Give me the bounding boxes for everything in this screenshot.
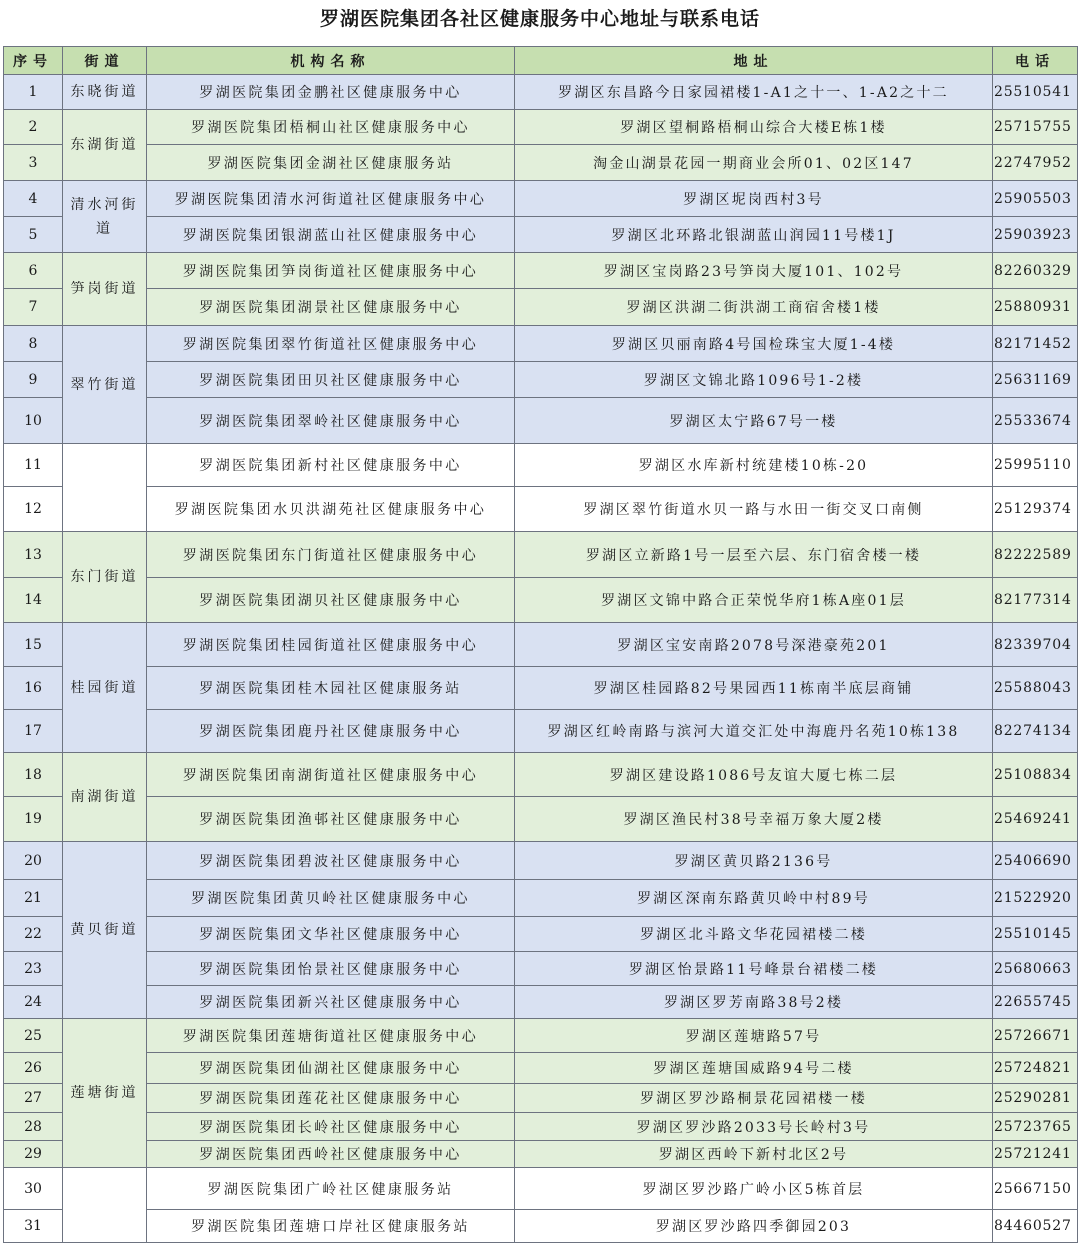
phone-cell: 25533674 bbox=[993, 398, 1078, 444]
row-number: 26 bbox=[4, 1053, 63, 1084]
address-cell: 罗湖区北斗路文华花园裙楼二楼 bbox=[515, 917, 993, 952]
phone-cell: 25108834 bbox=[993, 753, 1078, 797]
org-name-cell: 罗湖医院集团桂木园社区健康服务站 bbox=[147, 667, 515, 710]
org-name-cell: 罗湖医院集团笋岗街道社区健康服务中心 bbox=[147, 253, 515, 289]
address-cell: 罗湖区罗沙路桐景花园裙楼一楼 bbox=[515, 1084, 993, 1113]
row-number: 28 bbox=[4, 1113, 63, 1141]
street-cell: 东湖街道 bbox=[63, 110, 147, 181]
org-name-cell: 罗湖医院集团桂园街道社区健康服务中心 bbox=[147, 623, 515, 667]
phone-cell: 82222589 bbox=[993, 532, 1078, 578]
org-name-cell: 罗湖医院集团湖贝社区健康服务中心 bbox=[147, 578, 515, 623]
address-cell: 罗湖区罗沙路广岭小区5栋首层 bbox=[515, 1168, 993, 1210]
address-cell: 罗湖区罗芳南路38号2楼 bbox=[515, 986, 993, 1019]
address-cell: 罗湖区洪湖二街洪湖工商宿舍楼1楼 bbox=[515, 289, 993, 326]
phone-cell: 25631169 bbox=[993, 362, 1078, 398]
phone-cell: 25667150 bbox=[993, 1168, 1078, 1210]
org-name-cell: 罗湖医院集团怡景社区健康服务中心 bbox=[147, 952, 515, 986]
street-cell: 莲塘街道 bbox=[63, 1019, 147, 1168]
address-cell: 罗湖区桂园路82号果园西11栋南半底层商铺 bbox=[515, 667, 993, 710]
table-row bbox=[4, 217, 1078, 253]
org-name-cell: 罗湖医院集团黄贝岭社区健康服务中心 bbox=[147, 880, 515, 917]
address-cell: 罗湖区罗沙路四季御园203 bbox=[515, 1210, 993, 1243]
address-cell: 罗湖区西岭下新村北区2号 bbox=[515, 1141, 993, 1168]
address-cell: 罗湖区坭岗西村3号 bbox=[515, 181, 993, 217]
street-cell: 桂园街道 bbox=[63, 623, 147, 753]
address-cell: 罗湖区深南东路黄贝岭中村89号 bbox=[515, 880, 993, 917]
street-cell bbox=[63, 1168, 147, 1243]
org-name-cell: 罗湖医院集团水贝洪湖苑社区健康服务中心 bbox=[147, 487, 515, 532]
row-number: 24 bbox=[4, 986, 63, 1019]
phone-cell: 25588043 bbox=[993, 667, 1078, 710]
table-row bbox=[4, 710, 1078, 753]
table-row bbox=[4, 181, 1078, 217]
row-number: 11 bbox=[4, 444, 63, 487]
table-row bbox=[4, 1084, 1078, 1113]
table-row bbox=[4, 952, 1078, 986]
table-row bbox=[4, 444, 1078, 487]
org-name-cell: 罗湖医院集团金湖社区健康服务站 bbox=[147, 145, 515, 181]
address-cell: 罗湖区建设路1086号友谊大厦七栋二层 bbox=[515, 753, 993, 797]
row-number: 6 bbox=[4, 253, 63, 289]
org-name-cell: 罗湖医院集团金鹏社区健康服务中心 bbox=[147, 75, 515, 110]
row-number: 2 bbox=[4, 110, 63, 145]
header-street: 街道 bbox=[63, 47, 147, 75]
row-number: 12 bbox=[4, 487, 63, 532]
table-row bbox=[4, 289, 1078, 326]
phone-cell: 82177314 bbox=[993, 578, 1078, 623]
row-number: 22 bbox=[4, 917, 63, 952]
health-center-table bbox=[3, 46, 1078, 1243]
address-cell: 罗湖区东昌路今日家园裙楼1-A1之十一、1-A2之十二 bbox=[515, 75, 993, 110]
address-cell: 罗湖区红岭南路与滨河大道交汇处中海鹿丹名苑10栋138 bbox=[515, 710, 993, 753]
phone-cell: 25905503 bbox=[993, 181, 1078, 217]
row-number: 9 bbox=[4, 362, 63, 398]
table-row bbox=[4, 1053, 1078, 1084]
address-cell: 罗湖区太宁路67号一楼 bbox=[515, 398, 993, 444]
table-row bbox=[4, 326, 1078, 362]
org-name-cell: 罗湖医院集团东门街道社区健康服务中心 bbox=[147, 532, 515, 578]
table-body bbox=[4, 75, 1078, 1243]
org-name-cell: 罗湖医院集团新兴社区健康服务中心 bbox=[147, 986, 515, 1019]
table-row bbox=[4, 487, 1078, 532]
table-row bbox=[4, 578, 1078, 623]
row-number: 4 bbox=[4, 181, 63, 217]
phone-cell: 25680663 bbox=[993, 952, 1078, 986]
phone-cell: 82171452 bbox=[993, 326, 1078, 362]
address-cell: 罗湖区北环路北银湖蓝山润园11号楼1J bbox=[515, 217, 993, 253]
org-name-cell: 罗湖医院集团西岭社区健康服务中心 bbox=[147, 1141, 515, 1168]
header-org: 机构名称 bbox=[147, 47, 515, 75]
phone-cell: 25723765 bbox=[993, 1113, 1078, 1141]
row-number: 27 bbox=[4, 1084, 63, 1113]
row-number: 5 bbox=[4, 217, 63, 253]
address-cell: 罗湖区宝安南路2078号深港豪苑201 bbox=[515, 623, 993, 667]
org-name-cell: 罗湖医院集团渔邨社区健康服务中心 bbox=[147, 797, 515, 842]
page-title: 罗湖医院集团各社区健康服务中心地址与联系电话 bbox=[319, 8, 760, 30]
table-row bbox=[4, 667, 1078, 710]
address-cell: 罗湖区望桐路梧桐山综合大楼E栋1楼 bbox=[515, 110, 993, 145]
row-number: 20 bbox=[4, 842, 63, 880]
org-name-cell: 罗湖医院集团莲塘口岸社区健康服务站 bbox=[147, 1210, 515, 1243]
table-row bbox=[4, 880, 1078, 917]
phone-cell: 22655745 bbox=[993, 986, 1078, 1019]
address-cell: 罗湖区怡景路11号峰景台裙楼二楼 bbox=[515, 952, 993, 986]
address-cell: 罗湖区宝岗路23号笋岗大厦101、102号 bbox=[515, 253, 993, 289]
street-cell bbox=[63, 444, 147, 532]
org-name-cell: 罗湖医院集团广岭社区健康服务站 bbox=[147, 1168, 515, 1210]
phone-cell: 25510541 bbox=[993, 75, 1078, 110]
street-cell: 清水河街道 bbox=[63, 181, 147, 253]
org-name-cell: 罗湖医院集团文华社区健康服务中心 bbox=[147, 917, 515, 952]
table-row bbox=[4, 797, 1078, 842]
table-row bbox=[4, 362, 1078, 398]
row-number: 16 bbox=[4, 667, 63, 710]
table-row bbox=[4, 1210, 1078, 1243]
phone-cell: 82274134 bbox=[993, 710, 1078, 753]
street-cell: 翠竹街道 bbox=[63, 326, 147, 444]
phone-cell: 25726671 bbox=[993, 1019, 1078, 1053]
phone-cell: 25469241 bbox=[993, 797, 1078, 842]
address-cell: 淘金山湖景花园一期商业会所01、02区147 bbox=[515, 145, 993, 181]
phone-cell: 21522920 bbox=[993, 880, 1078, 917]
phone-cell: 25880931 bbox=[993, 289, 1078, 326]
address-cell: 罗湖区渔民村38号幸福万象大厦2楼 bbox=[515, 797, 993, 842]
row-number: 19 bbox=[4, 797, 63, 842]
address-cell: 罗湖区莲塘国威路94号二楼 bbox=[515, 1053, 993, 1084]
address-cell: 罗湖区文锦中路合正荣悦华府1栋A座01层 bbox=[515, 578, 993, 623]
header-row bbox=[4, 47, 1078, 75]
phone-cell: 25903923 bbox=[993, 217, 1078, 253]
header-phone: 电话 bbox=[993, 47, 1078, 75]
address-cell: 罗湖区莲塘路57号 bbox=[515, 1019, 993, 1053]
street-cell: 东晓街道 bbox=[63, 75, 147, 110]
table-row bbox=[4, 1168, 1078, 1210]
phone-cell: 84460527 bbox=[993, 1210, 1078, 1243]
org-name-cell: 罗湖医院集团梧桐山社区健康服务中心 bbox=[147, 110, 515, 145]
address-cell: 罗湖区黄贝路2136号 bbox=[515, 842, 993, 880]
org-name-cell: 罗湖医院集团新村社区健康服务中心 bbox=[147, 444, 515, 487]
phone-cell: 82260329 bbox=[993, 253, 1078, 289]
org-name-cell: 罗湖医院集团碧波社区健康服务中心 bbox=[147, 842, 515, 880]
table-row bbox=[4, 398, 1078, 444]
row-number: 18 bbox=[4, 753, 63, 797]
phone-cell: 25406690 bbox=[993, 842, 1078, 880]
header-address: 地址 bbox=[515, 47, 993, 75]
org-name-cell: 罗湖医院集团莲塘街道社区健康服务中心 bbox=[147, 1019, 515, 1053]
phone-cell: 25290281 bbox=[993, 1084, 1078, 1113]
table-row bbox=[4, 1113, 1078, 1141]
row-number: 3 bbox=[4, 145, 63, 181]
org-name-cell: 罗湖医院集团仙湖社区健康服务中心 bbox=[147, 1053, 515, 1084]
org-name-cell: 罗湖医院集团翠竹街道社区健康服务中心 bbox=[147, 326, 515, 362]
table-row bbox=[4, 110, 1078, 145]
address-cell: 罗湖区罗沙路2033号长岭村3号 bbox=[515, 1113, 993, 1141]
phone-cell: 25721241 bbox=[993, 1141, 1078, 1168]
phone-cell: 25724821 bbox=[993, 1053, 1078, 1084]
phone-cell: 25715755 bbox=[993, 110, 1078, 145]
org-name-cell: 罗湖医院集团田贝社区健康服务中心 bbox=[147, 362, 515, 398]
address-cell: 罗湖区翠竹街道水贝一路与水田一街交叉口南侧 bbox=[515, 487, 993, 532]
table-row bbox=[4, 1141, 1078, 1168]
row-number: 1 bbox=[4, 75, 63, 110]
table-row bbox=[4, 532, 1078, 578]
row-number: 21 bbox=[4, 880, 63, 917]
row-number: 14 bbox=[4, 578, 63, 623]
phone-cell: 22747952 bbox=[993, 145, 1078, 181]
table-row bbox=[4, 623, 1078, 667]
row-number: 7 bbox=[4, 289, 63, 326]
table-row bbox=[4, 986, 1078, 1019]
address-cell: 罗湖区水库新村统建楼10栋-20 bbox=[515, 444, 993, 487]
table-row bbox=[4, 75, 1078, 110]
street-cell: 笋岗街道 bbox=[63, 253, 147, 326]
org-name-cell: 罗湖医院集团银湖蓝山社区健康服务中心 bbox=[147, 217, 515, 253]
row-number: 29 bbox=[4, 1141, 63, 1168]
table-row bbox=[4, 917, 1078, 952]
table-row bbox=[4, 145, 1078, 181]
table-row bbox=[4, 753, 1078, 797]
row-number: 15 bbox=[4, 623, 63, 667]
org-name-cell: 罗湖医院集团清水河街道社区健康服务中心 bbox=[147, 181, 515, 217]
street-cell: 黄贝街道 bbox=[63, 842, 147, 1019]
street-cell: 东门街道 bbox=[63, 532, 147, 623]
phone-cell: 82339704 bbox=[993, 623, 1078, 667]
table-row bbox=[4, 842, 1078, 880]
address-cell: 罗湖区立新路1号一层至六层、东门宿舍楼一楼 bbox=[515, 532, 993, 578]
row-number: 17 bbox=[4, 710, 63, 753]
org-name-cell: 罗湖医院集团长岭社区健康服务中心 bbox=[147, 1113, 515, 1141]
org-name-cell: 罗湖医院集团南湖街道社区健康服务中心 bbox=[147, 753, 515, 797]
row-number: 13 bbox=[4, 532, 63, 578]
address-cell: 罗湖区贝丽南路4号国检珠宝大厦1-4楼 bbox=[515, 326, 993, 362]
phone-cell: 25995110 bbox=[993, 444, 1078, 487]
row-number: 31 bbox=[4, 1210, 63, 1243]
row-number: 30 bbox=[4, 1168, 63, 1210]
header-no: 序号 bbox=[4, 47, 63, 75]
row-number: 23 bbox=[4, 952, 63, 986]
row-number: 10 bbox=[4, 398, 63, 444]
org-name-cell: 罗湖医院集团翠岭社区健康服务中心 bbox=[147, 398, 515, 444]
org-name-cell: 罗湖医院集团湖景社区健康服务中心 bbox=[147, 289, 515, 326]
phone-cell: 25129374 bbox=[993, 487, 1078, 532]
phone-cell: 25510145 bbox=[993, 917, 1078, 952]
org-name-cell: 罗湖医院集团莲花社区健康服务中心 bbox=[147, 1084, 515, 1113]
org-name-cell: 罗湖医院集团鹿丹社区健康服务中心 bbox=[147, 710, 515, 753]
row-number: 8 bbox=[4, 326, 63, 362]
table-row bbox=[4, 1019, 1078, 1053]
table-row bbox=[4, 253, 1078, 289]
row-number: 25 bbox=[4, 1019, 63, 1053]
address-cell: 罗湖区文锦北路1096号1-2楼 bbox=[515, 362, 993, 398]
street-cell: 南湖街道 bbox=[63, 753, 147, 842]
